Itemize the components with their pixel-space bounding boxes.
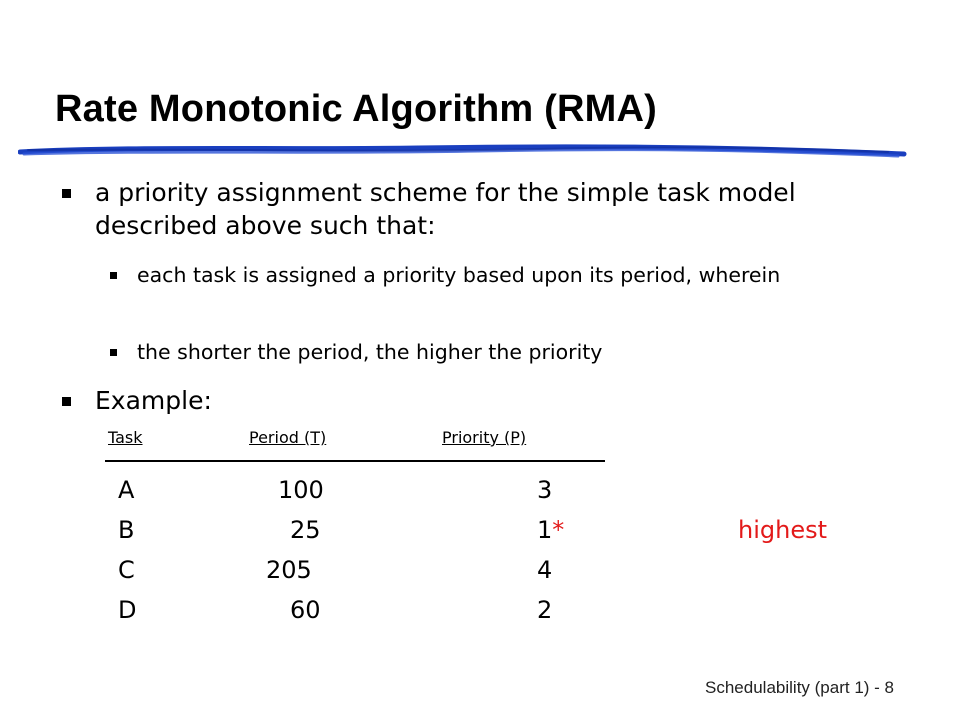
- priority-mark: *: [552, 516, 565, 544]
- highest-note: highest: [738, 516, 828, 544]
- title-underline: [18, 140, 908, 170]
- period-cell: 25: [290, 516, 321, 544]
- slide-footer: Schedulability (part 1) - 8: [705, 678, 894, 697]
- bullet-sub-1: each task is assigned a priority based upon its period, wherein: [137, 263, 781, 287]
- header-priority: Priority (P): [442, 428, 527, 447]
- priority-cell: 3: [537, 476, 553, 504]
- slide-title: Rate Monotonic Algorithm (RMA): [55, 88, 657, 130]
- task-cell: A: [118, 476, 135, 504]
- priority-cell: 2: [537, 596, 553, 624]
- task-cell: D: [118, 596, 137, 624]
- bullet-square-icon: [62, 397, 71, 406]
- header-task: Task: [108, 428, 143, 447]
- header-period: Period (T): [249, 428, 327, 447]
- period-cell: 60: [290, 596, 321, 624]
- task-cell: C: [118, 556, 135, 584]
- bullet-square-icon: [62, 189, 71, 198]
- bullet-square-icon: [110, 272, 117, 279]
- bullet-square-icon: [110, 349, 117, 356]
- bullet-sub-2: the shorter the period, the higher the priority: [137, 340, 603, 364]
- priority-value: 1: [537, 516, 553, 544]
- bullet-example: Example:: [95, 386, 212, 415]
- period-cell: 100: [278, 476, 324, 504]
- priority-cell: 4: [537, 556, 553, 584]
- bullet-main: a priority assignment scheme for the simple task model described above such that:: [95, 178, 796, 240]
- header-underline: [105, 460, 605, 462]
- priority-cell: [537, 516, 564, 544]
- task-cell: B: [118, 516, 135, 544]
- period-cell: 205: [266, 556, 312, 584]
